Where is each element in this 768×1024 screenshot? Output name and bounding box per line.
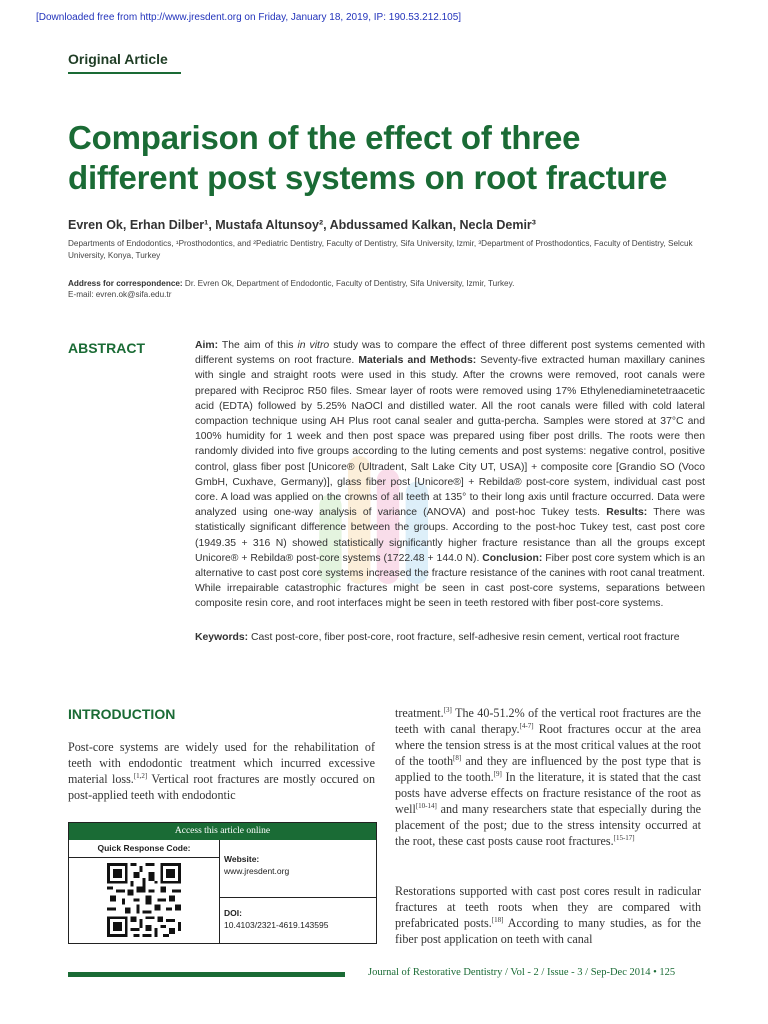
intro-text: Root fractures occur at the area where the tension stress is at the most critical values at the root of the tooth (395, 722, 701, 768)
journal-footer: Journal of Restorative Dentistry / Vol - 2 / Issue - 3 / Sep-Dec 2014 • 125 (368, 967, 676, 978)
citation[interactable]: [9] (493, 769, 502, 778)
website-link[interactable]: www.jresdent.org (224, 866, 290, 876)
citation[interactable]: [1,2] (133, 771, 148, 780)
website-label: Website: (224, 854, 260, 864)
aim-text-end: study was to compare the effect of three different post systems cemented with different systems on root fracture. (195, 340, 705, 367)
intro-text: In the literature, it is stated that the cast posts have adverse effects on fracture resistance of the root as well (395, 770, 702, 816)
keywords-label: Keywords: (195, 632, 249, 643)
correspondence-label: Address for correspondence: (68, 279, 183, 288)
correspondence (68, 278, 708, 300)
methods-label: Materials and Methods: (358, 355, 477, 367)
doi-link[interactable]: 10.4103/2321-4619.143595 (224, 920, 329, 930)
affiliations: Departments of Endodontics, ¹Prosthodontics, and ²Pediatric Dentistry, Faculty of Dentistry, Sifa University, Izmir, ³Department of Prosthodontics, Faculty of Dentistry, Selcuk University, Konya, Turkey (68, 239, 693, 260)
aim-label: Aim: (195, 340, 219, 351)
article-type-label: Original Article (68, 51, 168, 67)
qr-code-icon[interactable] (107, 863, 181, 937)
intro-text: According to many studies, as for the fiber post application on teeth with canal (395, 916, 701, 946)
intro-text: Post-core systems are widely used for the rehabilitation of teeth with endodontic treatment which incurred excessive material loss. (68, 740, 375, 786)
access-online-box (68, 822, 377, 944)
download-note: [Downloaded free from http://www.jresdent.org on Friday, January 18, 2019, IP: 190.53.212.105] (36, 12, 462, 23)
intro-paragraph-left (68, 739, 375, 803)
article-type-underline (68, 72, 181, 74)
citation[interactable]: [4-7] (519, 721, 534, 730)
citation[interactable]: [8] (453, 753, 462, 762)
access-box-header: Access this article online (69, 823, 376, 840)
intro-text: Vertical root fractures are mostly occured on post-applied teeth with endodontic (68, 772, 375, 802)
keywords-text: Cast post-core, fiber post-core, root fracture, self-adhesive resin cement, vertical root fracture (248, 632, 680, 643)
keywords (195, 631, 705, 645)
introduction-heading: INTRODUCTION (68, 706, 176, 722)
qr-code-label: Quick Response Code: (69, 840, 219, 858)
abstract-heading: ABSTRACT (68, 340, 145, 356)
intro-text: treatment. (395, 706, 444, 720)
conclusion-text: Fiber post core system which is an alternative to cast post core systems increased the fracture resistance of the canines with root canal treatment. While irrepairable catastrophic fractures might be seen in cast post-core systems, separations between composite resin core, and root interfaces might be seen in teeth restored with fiber post-core systems. (195, 552, 705, 610)
intro-paragraph-right-2 (395, 883, 701, 947)
aim-text: The aim of this (218, 340, 298, 351)
correspondence-text: Dr. Evren Ok, Department of Endodontic, Faculty of Dentistry, Sifa University, Izmir, Turkey. (182, 279, 515, 288)
correspondence-email[interactable]: E-mail: evren.ok@sifa.edu.tr (68, 290, 172, 299)
citation[interactable]: [10-14] (415, 801, 437, 810)
author-list: Evren Ok, Erhan Dilber¹, Mustafa Altunsoy², Abdussamed Kalkan, Necla Demir³ (68, 218, 536, 232)
results-text: There was statistically significant difference between the groups. According to the post-hoc Tukey test, cast post core (1949.35 + 316 N) showed statistically significantly higher fracture resistance than all the groups except Unicore® + Rebilda® post-core systems (1722.48 + 144.0 N). (195, 507, 705, 564)
aim-italic: in vitro (297, 340, 330, 351)
results-label: Results: (606, 507, 648, 519)
intro-paragraph-right-1 (395, 705, 701, 849)
methods-text: Seventy-five extracted human maxillary canines with single and straight roots were used in this study. After the crowns were removed, root canals were prepared with Reciproc R50 files. Smear layer of roots were removed using 17% Ethylenediaminetetraacetic acid (EDTA) followed by 5.25% NaOCl and distilled water. All the root canals were filled with cold lateral compaction technique using AH Plus root canal sealer and gutta-percha. Samples were stored at 37°C and 100% humidity for 1 week and then post space was prepared using fiber post drills. The roots were then randomly divided into five groups according to the luting cements and post systems: negative control, positive control, glass fiber post [Unicore® (Ultradent, Salt Lake City UT, USA)] + composite core [Grandio SO (Voco GmbH, Cuxhave, Germany)], glass fiber post [Unicore®] + Rebilda® post-core system, individual cast post core. A load was applied on the crowns of all teeth at 135° to their long axis until fracture occurred. Data were analyzed using one-way analysis of variance (ANOVA) and post-hoc Tukey tests. (195, 355, 705, 519)
article-title: Comparison of the effect of three different post systems on root fracture (68, 119, 668, 196)
doi-label: DOI: (224, 908, 242, 918)
intro-text: The 40-51.2% of the vertical root fractures are the teeth with canal therapy. (395, 706, 701, 736)
intro-text: Restorations supported with cast post cores result in radicular fractures at teeth roots when they are compared with prefabricated posts. (395, 884, 701, 930)
citation[interactable]: [3] (443, 705, 452, 714)
doi-divider (220, 897, 376, 898)
citation[interactable]: [15-17] (613, 833, 635, 842)
abstract-body (195, 338, 705, 612)
intro-text: and many researchers state that especially during the placement of the post; due to the stress intensity occurred at the root, these cast posts cause root fractures. (395, 802, 701, 848)
conclusion-label: Conclusion: (482, 552, 543, 564)
intro-text: and they are influenced by the post type that is applied to the tooth. (395, 754, 701, 784)
doi-block (224, 907, 328, 931)
column-divider (219, 840, 220, 943)
footer-rule (68, 972, 345, 977)
citation[interactable]: [18] (491, 915, 504, 924)
website-block (224, 853, 289, 877)
